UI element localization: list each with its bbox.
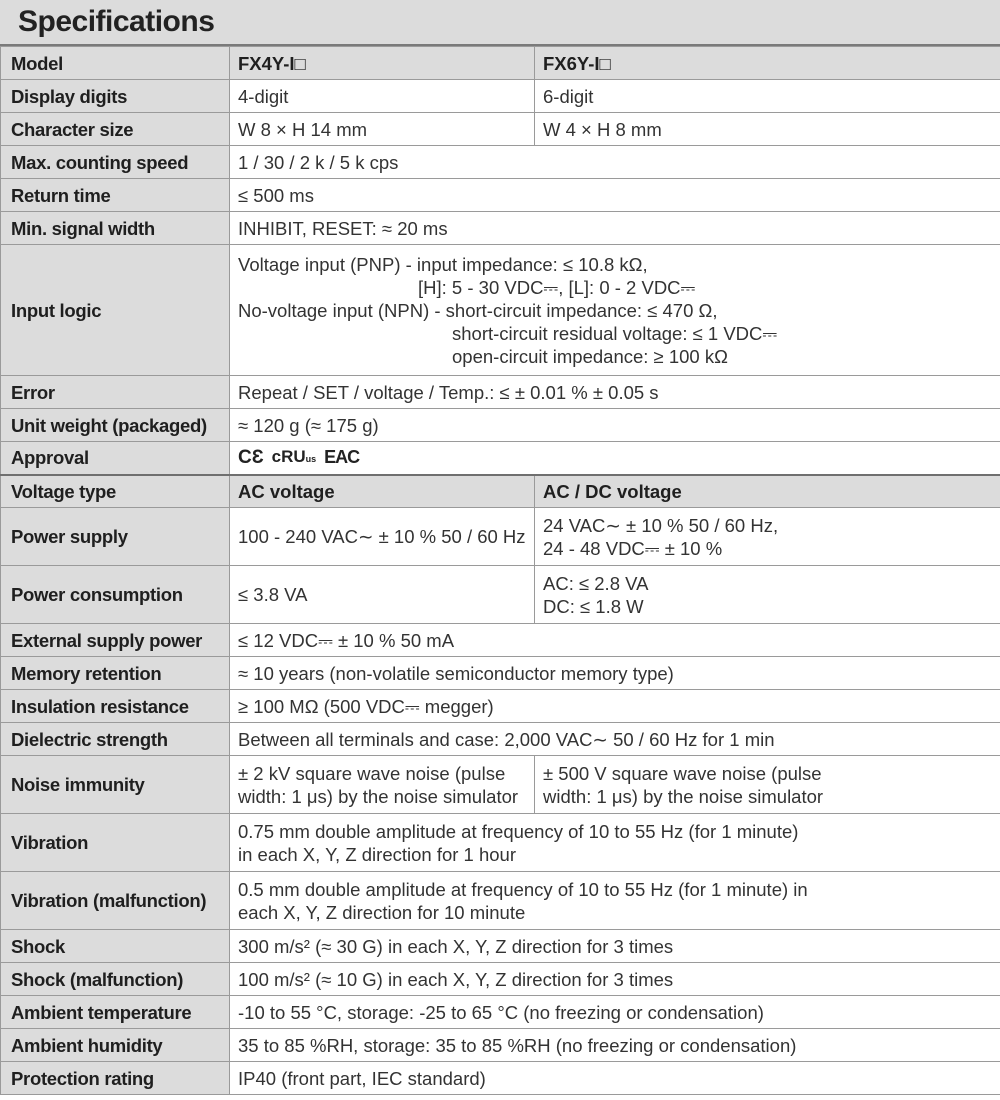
cell-value: ≤ 500 ms — [230, 179, 1000, 212]
voltage-type-header-row — [1, 475, 1000, 508]
table-row — [1, 179, 1000, 212]
cell-value: 4-digit — [230, 80, 535, 113]
cell-value: 6-digit — [535, 80, 1000, 113]
table-row — [1, 1062, 1000, 1095]
row-label: Error — [1, 376, 230, 409]
cell-value: 300 m/s² (≈ 30 G) in each X, Y, Z direction for 3 times — [230, 930, 1000, 963]
row-label: Ambient temperature — [1, 996, 230, 1029]
cell-value: 100 m/s² (≈ 10 G) in each X, Y, Z direction for 3 times — [230, 963, 1000, 996]
row-label: External supply power — [1, 624, 230, 657]
input-logic-line: No-voltage input (NPN) - short-circuit impedance: ≤ 470 Ω, — [238, 299, 718, 321]
row-label: Max. counting speed — [1, 146, 230, 179]
table-row — [1, 376, 1000, 409]
row-label: Character size — [1, 113, 230, 146]
row-label: Shock — [1, 930, 230, 963]
specifications-table — [0, 46, 1000, 1095]
table-row — [1, 814, 1000, 872]
input-logic-line: [H]: 5 - 30 VDC⎓, [L]: 0 - 2 VDC⎓ — [418, 276, 696, 298]
table-row — [1, 872, 1000, 930]
cell-value: ± 2 kV square wave noise (pulse width: 1 μs) by the noise simulator — [230, 756, 535, 814]
cell-value: IP40 (front part, IEC standard) — [230, 1062, 1000, 1095]
table-row — [1, 657, 1000, 690]
input-logic-line: Voltage input (PNP) - input impedance: ≤ 10.8 kΩ, — [238, 253, 648, 275]
table-row — [1, 930, 1000, 963]
input-logic-line: short-circuit residual voltage: ≤ 1 VDC⎓ — [452, 322, 778, 344]
cell-value: 0.75 mm double amplitude at frequency of 10 to 55 Hz (for 1 minute) in each X, Y, Z direction for 1 hour — [230, 814, 1000, 872]
cell-value: ≈ 120 g (≈ 175 g) — [230, 409, 1000, 442]
acdc-voltage-header: AC / DC voltage — [535, 475, 1000, 508]
cell-value: ± 500 V square wave noise (pulse width: 1 μs) by the noise simulator — [535, 756, 1000, 814]
cell-value: Between all terminals and case: 2,000 VAC∼ 50 / 60 Hz for 1 min — [230, 723, 1000, 756]
cell-value: INHIBIT, RESET: ≈ 20 ms — [230, 212, 1000, 245]
table-row — [1, 690, 1000, 723]
row-label: Dielectric strength — [1, 723, 230, 756]
page-title: Specifications — [0, 0, 1000, 46]
table-row — [1, 624, 1000, 657]
table-row — [1, 409, 1000, 442]
cell-value: ≥ 100 MΩ (500 VDC⎓ megger) — [230, 690, 1000, 723]
cell-value: Repeat / SET / voltage / Temp.: ≤ ± 0.01 % ± 0.05 s — [230, 376, 1000, 409]
table-row — [1, 996, 1000, 1029]
input-logic-cell — [230, 245, 1000, 376]
table-row — [1, 442, 1000, 475]
cell-value: AC: ≤ 2.8 VA DC: ≤ 1.8 W — [535, 566, 1000, 624]
ac-voltage-header: AC voltage — [230, 475, 535, 508]
row-label: Display digits — [1, 80, 230, 113]
table-row — [1, 212, 1000, 245]
cell-value: 35 to 85 %RH, storage: 35 to 85 %RH (no freezing or condensation) — [230, 1029, 1000, 1062]
table-row — [1, 508, 1000, 566]
row-label: Protection rating — [1, 1062, 230, 1095]
row-label: Vibration (malfunction) — [1, 872, 230, 930]
cell-value: 1 / 30 / 2 k / 5 k cps — [230, 146, 1000, 179]
row-label: Voltage type — [1, 475, 230, 508]
cell-value: -10 to 55 °C, storage: -25 to 65 °C (no freezing or condensation) — [230, 996, 1000, 1029]
ce-mark-icon: CƐ — [238, 447, 264, 469]
row-label: Unit weight (packaged) — [1, 409, 230, 442]
model-header-row — [1, 47, 1000, 80]
row-label: Return time — [1, 179, 230, 212]
cell-value: W 8 × H 14 mm — [230, 113, 535, 146]
model-fx6y: FX6Y-I□ — [535, 47, 1000, 80]
row-label: Memory retention — [1, 657, 230, 690]
row-label: Insulation resistance — [1, 690, 230, 723]
input-logic-line: open-circuit impedance: ≥ 100 kΩ — [452, 345, 728, 367]
row-label: Shock (malfunction) — [1, 963, 230, 996]
cell-value: 24 VAC∼ ± 10 % 50 / 60 Hz, 24 - 48 VDC⎓ ± 10 % — [535, 508, 1000, 566]
cell-value: 0.5 mm double amplitude at frequency of 10 to 55 Hz (for 1 minute) in each X, Y, Z direction for 10 minute — [230, 872, 1000, 930]
row-label: Vibration — [1, 814, 230, 872]
model-fx4y: FX4Y-I□ — [230, 47, 535, 80]
row-label: Approval — [1, 442, 230, 475]
table-row — [1, 963, 1000, 996]
row-label: Input logic — [1, 245, 230, 376]
row-label: Model — [1, 47, 230, 80]
cell-value: ≈ 10 years (non-volatile semiconductor memory type) — [230, 657, 1000, 690]
ul-mark-icon: cRU us — [271, 446, 317, 466]
row-label: Min. signal width — [1, 212, 230, 245]
cell-value: W 4 × H 8 mm — [535, 113, 1000, 146]
row-label: Ambient humidity — [1, 1029, 230, 1062]
table-row — [1, 146, 1000, 179]
cell-value: ≤ 3.8 VA — [230, 566, 535, 624]
cell-value: ≤ 12 VDC⎓ ± 10 % 50 mA — [230, 624, 1000, 657]
table-row — [1, 113, 1000, 146]
approval-marks — [230, 442, 1000, 475]
table-row — [1, 566, 1000, 624]
table-row — [1, 756, 1000, 814]
eac-mark-icon: EAC — [324, 447, 360, 468]
table-row — [1, 723, 1000, 756]
row-label: Power supply — [1, 508, 230, 566]
row-label: Noise immunity — [1, 756, 230, 814]
table-row — [1, 1029, 1000, 1062]
row-label: Power consumption — [1, 566, 230, 624]
cell-value: 100 - 240 VAC∼ ± 10 % 50 / 60 Hz — [230, 508, 535, 566]
table-row — [1, 245, 1000, 376]
table-row — [1, 80, 1000, 113]
